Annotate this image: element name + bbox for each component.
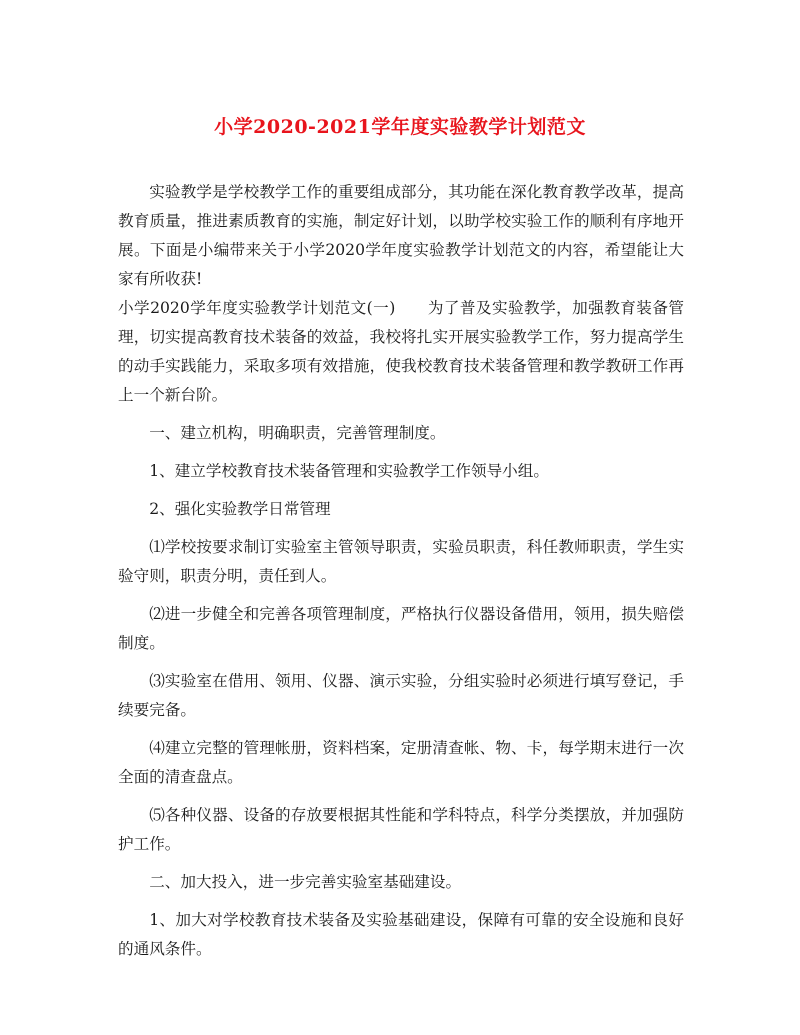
sub-item-3: ⑶实验室在借用、领用、仪器、演示实验，分组实验时必须进行填写登记，手续要完备。 [118,672,684,719]
sub-item-5: ⑸各种仪器、设备的存放要根据其性能和学科特点，科学分类摆放，并加强防护工作。 [118,806,684,853]
heading-1: 一、建立机构，明确职责，完善管理制度。 [149,424,446,442]
section-paragraph [118,294,684,410]
sub-item-1: ⑴学校按要求制订实验室主管领导职责，实验员职责，科任教师职责，学生实验守则，职责分明，责任到人。 [118,538,684,585]
document-body [118,178,684,964]
document-title: 小学2020-2021学年度实验教学计划范文 [214,116,586,138]
sub-item-4: ⑷建立完整的管理帐册，资料档案，定册清查帐、物、卡，每学期末进行一次全面的清查盘点。 [118,739,684,786]
intro-paragraph: 实验教学是学校教学工作的重要组成部分，其功能在深化教育教学改革，提高教育质量，推进素质教育的实施，制定好计划，以助学校实验工作的顺利有序地开展。下面是小编带来关于小学2020学年度实验教学计划范文的内容，希望能让大家有所收获! [118,183,684,288]
item-2-1: 1、加大对学校教育技术装备及实验基础建设，保障有可靠的安全设施和良好的通风条件。 [118,911,684,958]
heading-2: 二、加大投入，进一步完善实验室基础建设。 [149,873,462,891]
item-1-2: 2、强化实验教学日常管理 [149,500,331,518]
section-heading: 小学2020学年度实验教学计划范文(一) [118,299,396,317]
section-spacer [395,299,428,317]
item-1-1: 1、建立学校教育技术装备管理和实验教学工作领导小组。 [149,462,549,480]
sub-item-2: ⑵进一步健全和完善各项管理制度，严格执行仪器设备借用，领用，损失赔偿制度。 [118,605,684,652]
section-intro: 为了普及实验教学，加强教育装备管理，切实提高教育技术装备的效益，我校将扎实开展实验教学工作，努力提高学生的动手实践能力，采取多项有效措施，使我校教育技术装备管理和教学教研工作再上一个新台阶。 [118,299,684,404]
